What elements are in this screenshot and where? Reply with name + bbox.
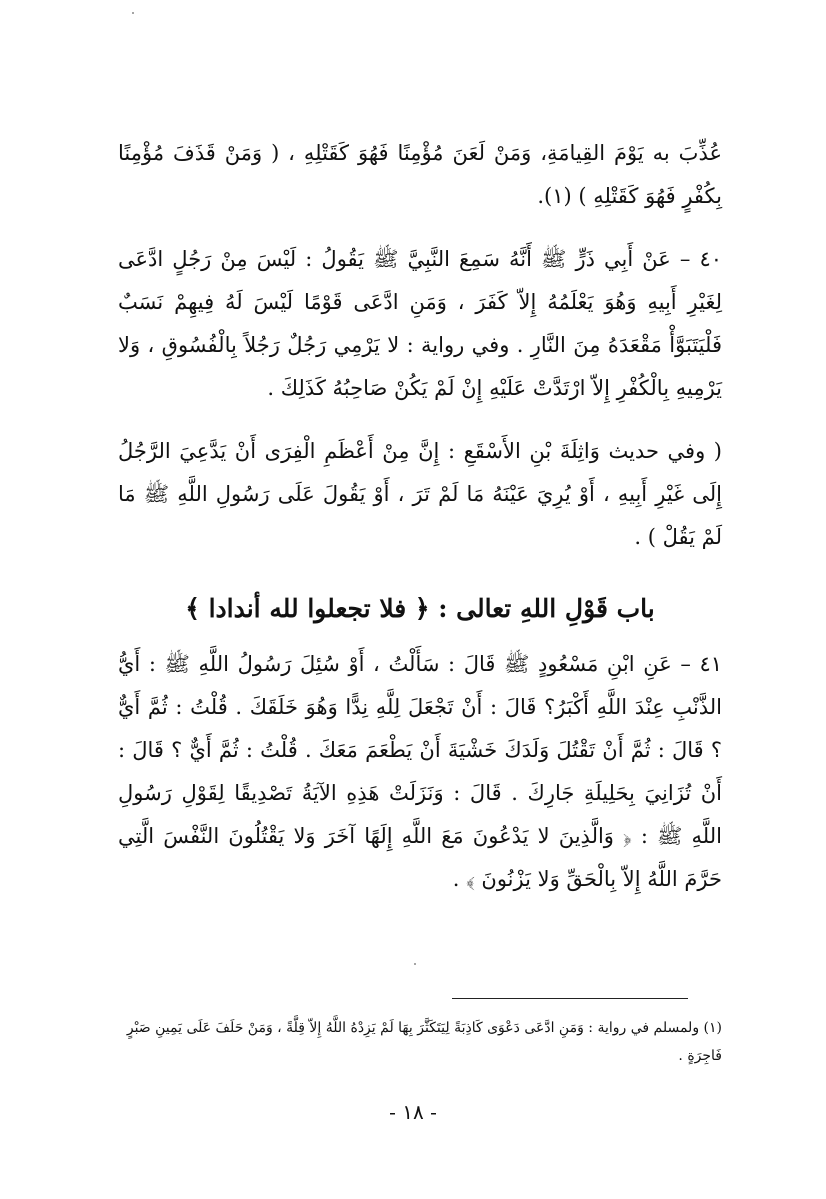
page-number: - ١٨ - (389, 1100, 437, 1124)
hadith-41: ٤١ – عَنِ ابْنِ مَسْعُودٍ ﷺ قَالَ : سَأَلْتُ ، أَوْ سُئِلَ رَسُولُ اللَّهِ ﷺ : أَيُّ الذَّنْبِ عِنْدَ اللَّهِ أَكْبَرُ؟ قَالَ : أَنْ تَجْعَلَ لِلَّهِ نِدًّا وَهُوَ خَلَقَكَ . قُلْتُ : ثُمَّ أَيٌّ ؟ قَالَ : ثُمَّ أَنْ تَقْتُلَ وَلَدَكَ خَشْيَةَ أَنْ يَطْعَمَ مَعَكَ . قُلْتُ : ثُمَّ أَيٌّ ؟ قَالَ : أَنْ تُزَانِيَ بِحَلِيلَةِ جَارِكَ . قَالَ : وَنَزَلَتْ هَذِهِ الآيَةُ تَصْدِيقًا لِقَوْلِ رَسُولِ اللَّهِ ﷺ : ﴿ وَالَّذِينَ لا يَدْعُونَ مَعَ اللَّهِ إِلَهًا آخَرَ وَلا يَقْتُلُونَ النَّفْسَ الَّتِي حَرَّمَ اللَّهُ إِلاّ بِالْحَقِّ وَلا يَزْنُونَ ﴾ . (118, 652, 722, 891)
footnote: (١) ولمسلم في رواية : وَمَنِ ادَّعَى دَعْوَى كَاذِبَةً لِيَتَكَثَّرَ بِهَا لَمْ يَزِدْهُ اللَّهُ إِلاّ قِلَّةً ، وَمَنْ حَلَفَ عَلَى يَمِينِ صَبْرٍ فَاجِرَةٍ . (126, 1020, 722, 1064)
main-text (118, 132, 722, 901)
paragraph-continuation: عُذِّبَ به يَوْمَ القِيامَةِ، وَمَنْ لَعَنَ مُؤْمِنًا فَهُوَ كَقَتْلِهِ ، ( وَمَنْ قَذَفَ مُؤْمِنًا بِكُفْرٍ فَهُوَ كَقَتْلِهِ ) (١). (118, 141, 722, 208)
scan-speck (414, 963, 416, 965)
chapter-heading: باب قَوْلِ اللهِ تعالى : ﴿ فلا تجعلوا لله أندادا ﴾ (185, 594, 655, 623)
hadith-40: ٤٠ – عَنْ أَبِي ذَرٍّ ﷺ أَنَّهُ سَمِعَ النَّبِيَّ ﷺ يَقُولُ : لَيْسَ مِنْ رَجُلٍ ادَّعَى لِغَيْرِ أَبِيهِ وَهُوَ يَعْلَمُهُ إِلاّ كَفَرَ ، وَمَنِ ادَّعَى قَوْمًا لَيْسَ لَهُ فِيهِمْ نَسَبٌ فَلْيَتَبَوَّأْ مَقْعَدَهُ مِنَ النَّارِ . وفي رواية : لا يَرْمِي رَجُلٌ رَجُلاً بِالْفُسُوقِ ، وَلا يَرْمِيهِ بِالْكُفْرِ إِلاّ ارْتَدَّتْ عَلَيْهِ إِنْ لَمْ يَكُنْ صَاحِبُهُ كَذَلِكَ . (118, 247, 722, 400)
hadith-wathila: ( وفي حديث وَاثِلَةَ بْنِ الأَسْقَعِ : إِنَّ مِنْ أَعْظَمِ الْفِرَى أَنْ يَدَّعِيَ الرَّجُلُ إِلَى غَيْرِ أَبِيهِ ، أَوْ يُرِيَ عَيْنَهُ مَا لَمْ تَرَ ، أَوْ يَقُولَ عَلَى رَسُولِ اللَّهِ ﷺ مَا لَمْ يَقُلْ ) . (118, 439, 722, 549)
scan-speck (132, 12, 134, 14)
footnote-divider (452, 998, 688, 999)
